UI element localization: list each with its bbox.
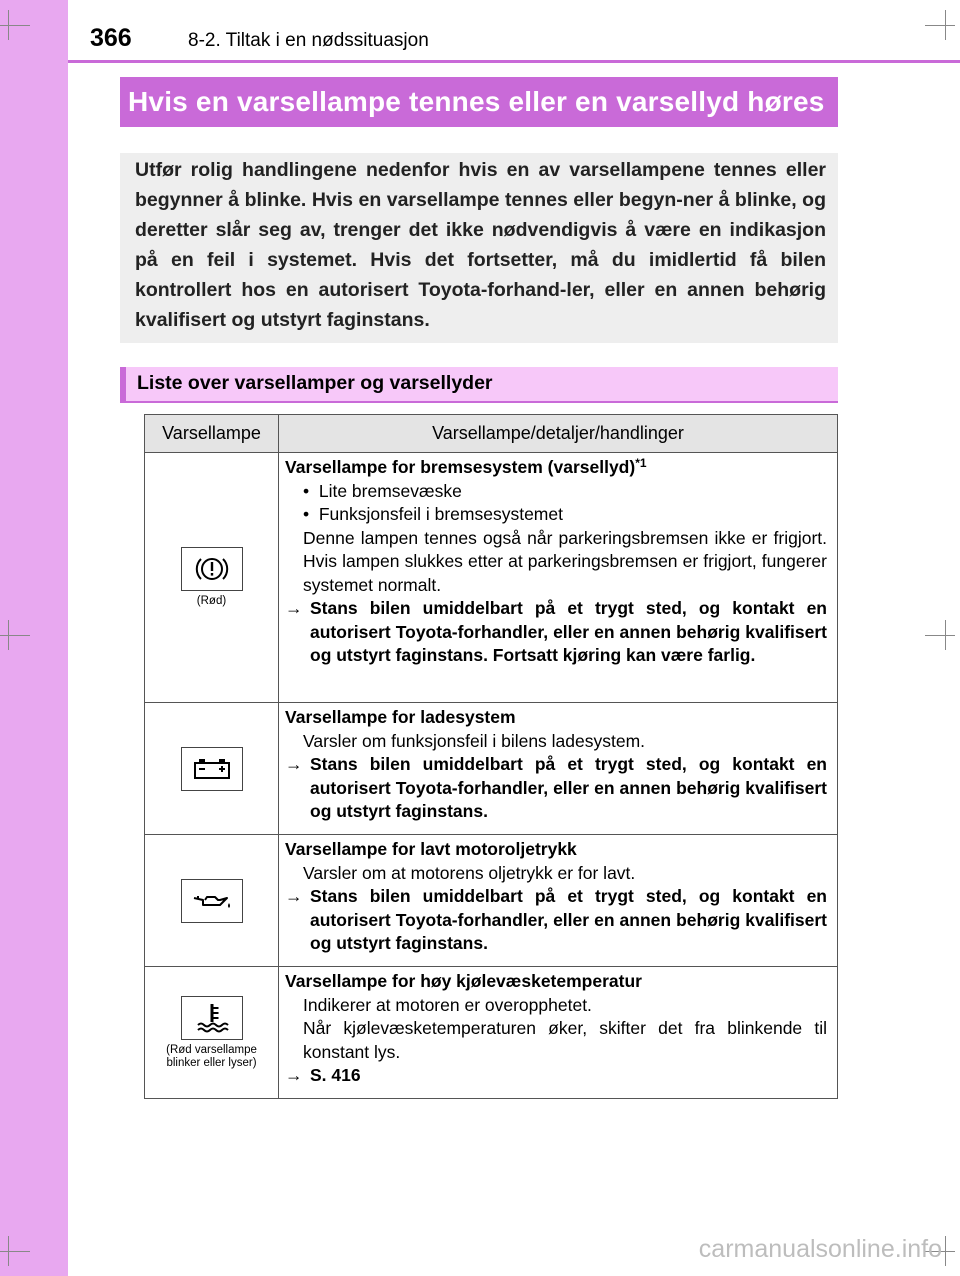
row-text: Når kjølevæsketemperaturen øker, skifter det fra blinkende til konstant lys.: [303, 1018, 827, 1062]
description-cell: [279, 453, 838, 703]
crop-mark-bottom-left: [0, 1236, 30, 1266]
row-title: Varsellampe for høy kjølevæsketemperatur: [285, 971, 642, 991]
description-cell: [279, 835, 838, 967]
icon-cell: [145, 835, 279, 967]
row-text: Denne lampen tennes også når parkeringsbremsen ikke er frigjort. Hvis lampen slukkes etter at parkeringsbremsen er frigjort, fungerer systemet normalt.: [303, 527, 827, 595]
row-title: Varsellampe for bremsesystem (varsellyd)$^{*1}$: [285, 456, 647, 477]
description-cell: [279, 703, 838, 835]
watermark: carmanualsonline.info: [698, 1235, 942, 1263]
header-rule: [68, 60, 960, 63]
description-cell: [279, 967, 838, 1099]
row-text: Varsler om at motorens oljetrykk er for lavt.: [303, 862, 636, 883]
page-reference-link[interactable]: S. 416: [310, 1065, 361, 1085]
action-line: → Stans bilen umiddelbart på et trygt sted, og kontakt en autorisert Toyota-forhandler, eller en annen behørig kvalifisert og utstyrt faginstans.: [285, 753, 827, 824]
crop-mark-top-right: [925, 10, 955, 40]
action-line: → Stans bilen umiddelbart på et trygt sted, og kontakt en autorisert Toyota-forhandler, eller en annen behørig kvalifisert og utstyrt faginstans. Fortsatt kjøring kan være farlig.: [285, 597, 827, 668]
icon-caption: (Rød varsellampe blinker eller lyser): [166, 1043, 257, 1069]
arrow-icon: →: [285, 598, 303, 618]
arrow-icon: →: [285, 1065, 303, 1085]
icon-cell: [145, 703, 279, 835]
subsection-bar: [120, 367, 838, 403]
table-row: [145, 703, 838, 835]
title-bar: [120, 77, 838, 127]
crop-mark-mid-left: [0, 620, 30, 650]
crop-mark-mid-right: [925, 620, 955, 650]
table-row: [145, 453, 838, 703]
action-line: → Stans bilen umiddelbart på et trygt sted, og kontakt en autorisert Toyota-forhandler, eller en annen behørig kvalifisert og utstyrt faginstans.: [285, 885, 827, 956]
intro-box: [120, 153, 838, 343]
battery-icon: [181, 747, 243, 791]
icon-cell: [145, 453, 279, 703]
arrow-icon: →: [285, 886, 303, 906]
row-text: Indikerer at motoren er overopphetet.: [303, 994, 592, 1015]
icon-caption: (Rød): [196, 595, 227, 607]
row-text: Varsler om funksjonsfeil i bilens ladesystem.: [303, 730, 646, 751]
warning-table: [144, 414, 838, 1099]
intro-text: Utfør rolig handlingene nedenfor hvis en av varsellampene tennes eller begynner å blinke. Hvis en varsellampe tennes eller begyn-ner å blinke, og deretter slår seg av, trenger det ikke nødvendigvis å være en indikasjon på en feil i systemet. Hvis det fortsetter, må du imidlertid få bilen kontrollert hos en autorisert Toyota-forhand-ler, eller en annen behørig kvalifisert og utstyrt faginstans.: [135, 159, 826, 331]
table-header-row: [145, 415, 838, 453]
footnote-marker: *1: [635, 456, 647, 470]
section-label: 8-2. Tiltak i en nødssituasjon: [188, 30, 429, 51]
bullet-item: • Funksjonsfeil i bremsesystemet: [303, 504, 563, 524]
row-title: Varsellampe for ladesystem: [285, 707, 516, 727]
icon-cell: [145, 967, 279, 1099]
action-line: [285, 1064, 827, 1088]
table-row: [145, 967, 838, 1099]
page-number: 366: [90, 24, 132, 52]
subsection-title: Liste over varsellamper og varsellyder: [137, 372, 493, 394]
column-header-lamp: Varsellampe: [145, 415, 279, 453]
bullet-item: • Lite bremsevæske: [303, 480, 462, 501]
arrow-icon: →: [285, 754, 303, 774]
column-header-details: Varsellampe/detaljer/handlinger: [279, 415, 838, 453]
page-title: Hvis en varsellampe tennes eller en varsellyd høres: [128, 86, 825, 117]
brake-warning-icon: [181, 547, 243, 591]
crop-mark-top-left: [0, 10, 30, 40]
coolant-temperature-icon: [181, 996, 243, 1040]
oil-pressure-icon: [181, 879, 243, 923]
table-row: [145, 835, 838, 967]
row-title: Varsellampe for lavt motoroljetrykk: [285, 839, 577, 859]
